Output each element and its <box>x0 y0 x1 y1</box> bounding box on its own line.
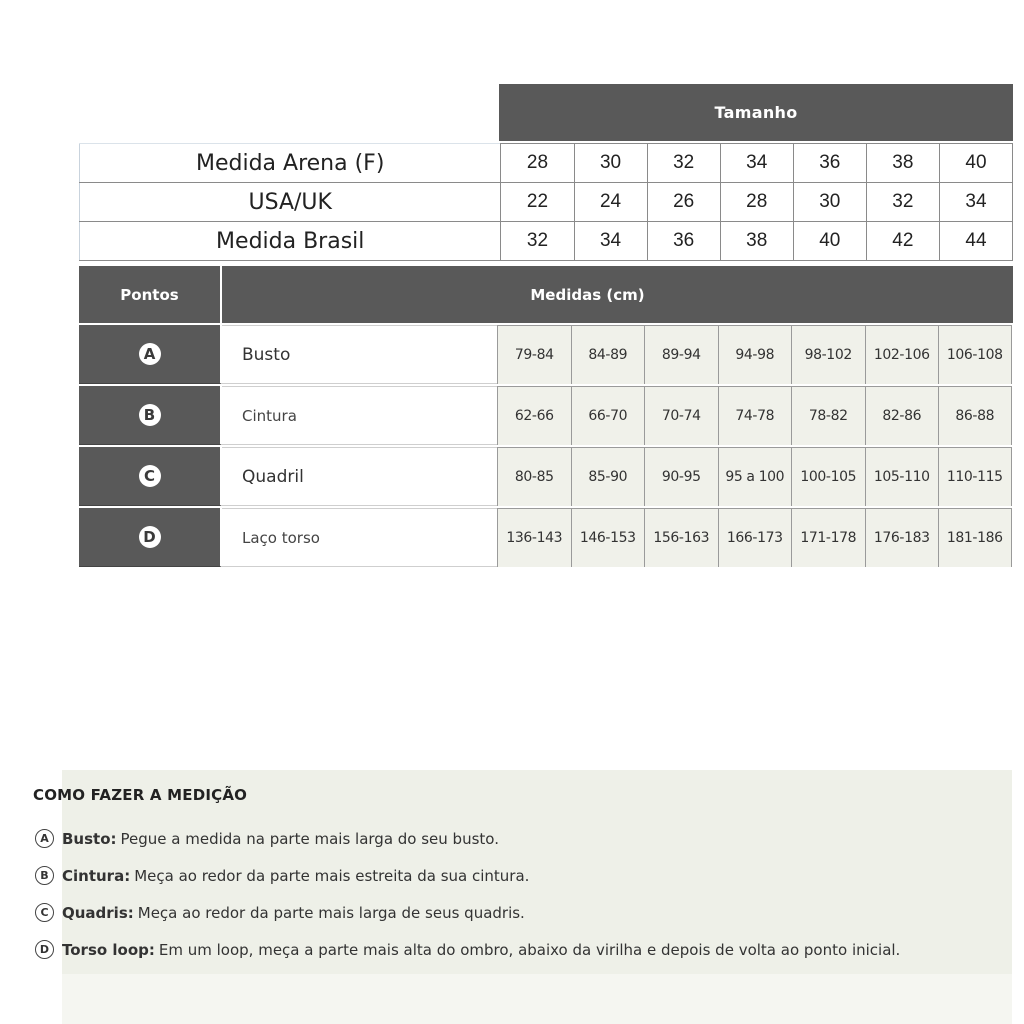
size-value-cell: 22 <box>501 183 574 222</box>
size-row <box>80 183 1013 222</box>
size-header <box>499 84 1013 141</box>
size-value-cell: 24 <box>574 183 647 222</box>
measurement-name: Quadril <box>222 447 497 506</box>
measurement-values <box>497 386 1013 445</box>
point-cell <box>79 386 222 445</box>
size-value-cell: 44 <box>939 222 1012 261</box>
measurement-value-cell: 100-105 <box>791 447 865 506</box>
measurement-value-cell: 85-90 <box>571 447 645 506</box>
size-value-cell: 32 <box>501 222 574 261</box>
measurement-value-cell: 84-89 <box>571 325 645 384</box>
measurement-value-cell: 98-102 <box>791 325 865 384</box>
size-value-cell: 34 <box>720 144 793 183</box>
measurement-value-cell: 66-70 <box>571 386 645 445</box>
size-value-cell: 40 <box>793 222 866 261</box>
measurement-value-cell: 80-85 <box>497 447 571 506</box>
size-header-label: Tamanho <box>714 103 798 122</box>
measurement-value-cell: 95 a 100 <box>718 447 792 506</box>
size-row-label: Medida Arena (F) <box>80 144 501 183</box>
measurement-value-cell: 86-88 <box>938 386 1012 445</box>
measures-column-header: Medidas (cm) <box>530 285 645 304</box>
point-b-icon: B <box>139 404 161 426</box>
point-cell <box>79 508 222 567</box>
how-to-item <box>35 820 900 857</box>
measurements-table <box>79 325 1013 569</box>
point-c-icon: C <box>139 465 161 487</box>
size-row <box>80 144 1013 183</box>
how-to-text: Meça ao redor da parte mais estreita da sua cintura. <box>134 866 530 885</box>
measurement-value-cell: 82-86 <box>865 386 939 445</box>
size-value-cell: 30 <box>793 183 866 222</box>
size-value-cell: 38 <box>720 222 793 261</box>
measurement-value-cell: 78-82 <box>791 386 865 445</box>
point-a-icon: A <box>139 343 161 365</box>
measurement-values <box>497 325 1013 384</box>
measurement-value-cell: 89-94 <box>644 325 718 384</box>
measurement-value-cell: 176-183 <box>865 508 939 567</box>
size-row <box>80 222 1013 261</box>
how-to-item <box>35 894 900 931</box>
measurement-value-cell: 106-108 <box>938 325 1012 384</box>
size-value-cell: 32 <box>866 183 939 222</box>
measurement-name: Laço torso <box>222 508 497 567</box>
measurement-value-cell: 79-84 <box>497 325 571 384</box>
size-value-cell: 28 <box>720 183 793 222</box>
how-to-measure-footer <box>62 974 1012 1024</box>
measurement-values <box>497 508 1013 567</box>
point-d-icon: D <box>139 526 161 548</box>
how-to-text: Meça ao redor da parte mais larga de seus quadris. <box>137 903 525 922</box>
measurement-values <box>497 447 1013 506</box>
measurements-header <box>79 266 1013 323</box>
size-value-cell: 36 <box>793 144 866 183</box>
size-value-cell: 26 <box>647 183 720 222</box>
size-row-label: USA/UK <box>80 183 501 222</box>
size-value-cell: 38 <box>866 144 939 183</box>
measurement-row <box>79 508 1013 569</box>
measurement-value-cell: 90-95 <box>644 447 718 506</box>
how-to-term: Cintura: <box>62 866 131 885</box>
measurement-value-cell: 171-178 <box>791 508 865 567</box>
point-cell <box>79 325 222 384</box>
measurement-name: Cintura <box>222 386 497 445</box>
measurement-name: Busto <box>222 325 497 384</box>
size-value-cell: 30 <box>574 144 647 183</box>
size-value-cell: 34 <box>574 222 647 261</box>
point-cell <box>79 447 222 506</box>
measurement-value-cell: 156-163 <box>644 508 718 567</box>
how-to-item <box>35 931 900 968</box>
how-to-text: Em um loop, meça a parte mais alta do ombro, abaixo da virilha e depois de volta ao ponto inicial. <box>158 940 901 959</box>
measurement-value-cell: 136-143 <box>497 508 571 567</box>
how-to-term: Quadris: <box>62 903 134 922</box>
circled-b-icon: B <box>35 866 54 885</box>
size-row-label: Medida Brasil <box>80 222 501 261</box>
size-value-cell: 42 <box>866 222 939 261</box>
measurement-row <box>79 447 1013 508</box>
measurement-value-cell: 110-115 <box>938 447 1012 506</box>
points-column-header: Pontos <box>79 266 222 323</box>
measurement-value-cell: 94-98 <box>718 325 792 384</box>
measurement-value-cell: 146-153 <box>571 508 645 567</box>
circled-c-icon: C <box>35 903 54 922</box>
size-conversion-table <box>79 143 1013 261</box>
how-to-measure-title: COMO FAZER A MEDIÇÃO <box>33 786 248 804</box>
measurement-row <box>79 386 1013 447</box>
measurement-value-cell: 70-74 <box>644 386 718 445</box>
size-value-cell: 28 <box>501 144 574 183</box>
how-to-text: Pegue a medida na parte mais larga do seu busto. <box>120 829 499 848</box>
how-to-term: Busto: <box>62 829 117 848</box>
measurement-value-cell: 62-66 <box>497 386 571 445</box>
how-to-item <box>35 857 900 894</box>
measurement-value-cell: 166-173 <box>718 508 792 567</box>
size-value-cell: 36 <box>647 222 720 261</box>
circled-a-icon: A <box>35 829 54 848</box>
how-to-measure-list <box>35 820 900 968</box>
measurement-value-cell: 181-186 <box>938 508 1012 567</box>
size-value-cell: 32 <box>647 144 720 183</box>
how-to-term: Torso loop: <box>62 940 155 959</box>
circled-d-icon: D <box>35 940 54 959</box>
measurement-value-cell: 105-110 <box>865 447 939 506</box>
measurement-value-cell: 74-78 <box>718 386 792 445</box>
size-value-cell: 40 <box>939 144 1012 183</box>
size-value-cell: 34 <box>939 183 1012 222</box>
measurement-row <box>79 325 1013 386</box>
measurement-value-cell: 102-106 <box>865 325 939 384</box>
